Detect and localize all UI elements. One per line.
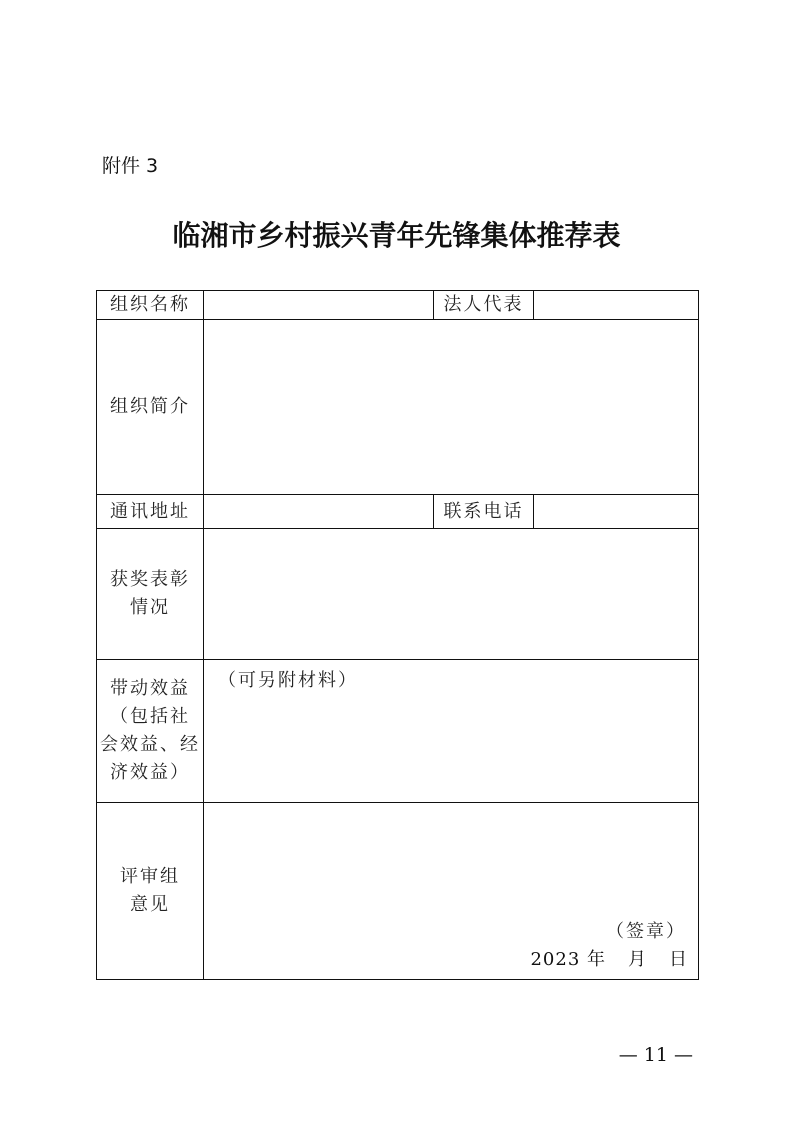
intro-field[interactable] xyxy=(204,320,699,495)
review-label-line1: 评审组 xyxy=(120,866,180,887)
benefit-field[interactable] xyxy=(204,660,699,803)
attachment-label: 附件 3 xyxy=(102,155,159,177)
address-field[interactable] xyxy=(204,495,434,529)
benefit-label xyxy=(97,660,204,803)
legal-rep-field[interactable] xyxy=(534,291,699,320)
legal-rep-label: 法人代表 xyxy=(434,291,534,320)
awards-label xyxy=(97,529,204,660)
date-line xyxy=(530,945,688,971)
benefit-label-line4: 济效益） xyxy=(110,762,190,783)
benefit-label-line3: 会效益、经 xyxy=(100,734,200,755)
org-name-field[interactable] xyxy=(204,291,434,320)
page-number: — 11 — xyxy=(618,1044,693,1066)
benefit-note: （可另附材料） xyxy=(218,670,358,691)
review-label-line2: 意见 xyxy=(130,894,170,915)
review-field[interactable] xyxy=(204,803,699,980)
phone-field[interactable] xyxy=(534,495,699,529)
awards-field[interactable] xyxy=(204,529,699,660)
row-org-name xyxy=(97,291,699,320)
address-label: 通讯地址 xyxy=(97,495,204,529)
row-awards xyxy=(97,529,699,660)
phone-label: 联系电话 xyxy=(434,495,534,529)
date-day: 日 xyxy=(669,949,688,970)
row-address xyxy=(97,495,699,529)
awards-label-line1: 获奖表彰 xyxy=(110,569,190,590)
benefit-label-line1: 带动效益 xyxy=(110,678,190,699)
page-title: 临湘市乡村振兴青年先锋集体推荐表 xyxy=(172,219,621,252)
awards-label-line2: 情况 xyxy=(130,597,170,618)
review-label xyxy=(97,803,204,980)
org-name-label: 组织名称 xyxy=(97,291,204,320)
row-review xyxy=(97,803,699,980)
signature-label: （签章） xyxy=(606,921,686,942)
recommendation-form xyxy=(96,290,699,980)
row-benefit xyxy=(97,660,699,803)
date-year: 2023 年 xyxy=(530,949,606,970)
intro-label: 组织简介 xyxy=(97,320,204,495)
date-month: 月 xyxy=(628,949,647,970)
benefit-label-line2: （包括社 xyxy=(110,706,190,727)
row-intro xyxy=(97,320,699,495)
